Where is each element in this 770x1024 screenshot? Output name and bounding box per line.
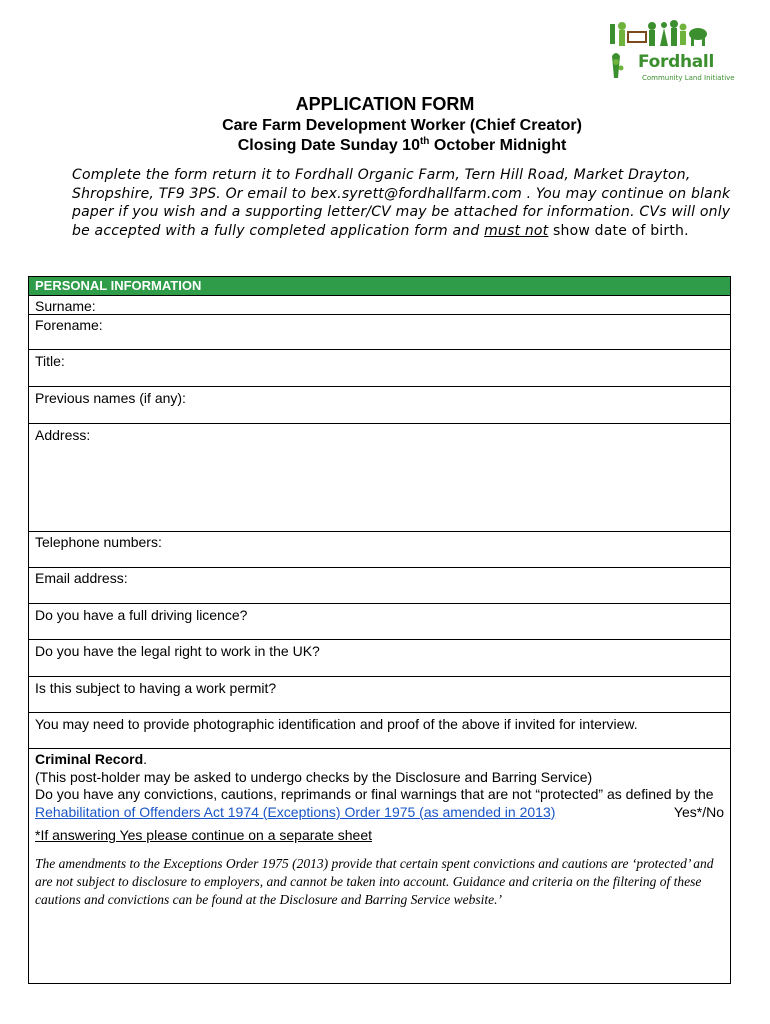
closing-date: Closing Date Sunday 10th October Midnight <box>237 136 567 154</box>
form-title: APPLICATION FORM <box>295 94 475 114</box>
telephone-field[interactable]: Telephone numbers: <box>29 532 730 568</box>
personal-information-form <box>28 276 731 984</box>
dbs-note: (This post-holder may be asked to undergo checks by the Disclosure and Barring Service) <box>35 768 593 785</box>
act-link[interactable]: Rehabilitation of Offenders Act 1974 (Exceptions) Order 1975 (as amended in 2013) <box>35 803 556 820</box>
criminal-record-heading: Criminal Record <box>35 751 144 767</box>
driving-licence-field[interactable]: Do you have a full driving licence? <box>29 604 730 640</box>
fordhall-logo <box>608 18 744 86</box>
section-header: PERSONAL INFORMATION <box>29 277 730 296</box>
title-field[interactable]: Title: <box>29 350 730 387</box>
address-field[interactable]: Address: <box>29 424 730 532</box>
right-to-work-field[interactable]: Do you have the legal right to work in the UK? <box>29 640 730 677</box>
convictions-question: Do you have any convictions, cautions, reprimands or final warnings that are not “protected” as defined by the Rehabilitation of Offenders Act 1974 (Exceptions) Order 1975 (as amended in 2013) Yes*/No <box>35 786 724 820</box>
must-not-emphasis: must not <box>484 222 549 239</box>
role-title: Care Farm Development Worker (Chief Creator) <box>222 117 582 134</box>
id-note: You may need to provide photographic identification and proof of the above if invited for interview. <box>29 713 730 749</box>
instructions-paragraph: Complete the form return it to Fordhall Organic Farm, Tern Hill Road, Market Drayton, Shropshire, TF9 3PS. Or email to bex.syrett@fordhallfarm.com . You may continue on blank paper if you wish and a supporting letter/CV may be attached for information. CVs will only be accepted with a fully completed application form and must not show date of birth. <box>72 167 731 239</box>
work-permit-field[interactable]: Is this subject to having a work permit? <box>29 677 730 713</box>
criminal-record-section[interactable]: Criminal Record. (This post-holder may be asked to undergo checks by the Disclosure and Barring Service) Do you have any convictions, cautions, reprimands or final warnings that are not “protected” as defined by the Rehabilitation of Offenders Act 1974 (Exceptions) Order 1975 (as amended in 2013) Yes*/No *If answering Yes please continue on a separate sheet The amendments to the Exceptions Order 1975 (2013) provide that certain spent convictions and cautions are ‘protected’ and are not subject to disclosure to employers, and cannot be taken into account. Guidance and criteria on the filtering of these cautions and convictions can be found at the Disclosure and Barring Service website.’ <box>35 751 724 907</box>
logo-wordmark: Fordhall <box>638 52 714 72</box>
separate-sheet-note: *If answering Yes please continue on a separate sheet <box>35 827 373 843</box>
email-field[interactable]: Email address: <box>29 568 730 604</box>
previous-names-field[interactable]: Previous names (if any): <box>29 387 730 424</box>
logo-tagline: Community Land Initiative <box>642 74 735 82</box>
forename-field[interactable]: Forename: <box>29 315 730 350</box>
surname-field[interactable]: Surname: <box>29 296 730 315</box>
yes-no-choice[interactable]: Yes*/No <box>673 803 724 820</box>
amendment-note: The amendments to the Exceptions Order 1975 (2013) provide that certain spent convictions and cautions are ‘protected’ and are not subject to disclosure to employers, and cannot be taken into account. Guidance and criteria on the filtering of these cautions and convictions can be found at the Disclosure and Barring Service website.’ <box>35 855 714 907</box>
